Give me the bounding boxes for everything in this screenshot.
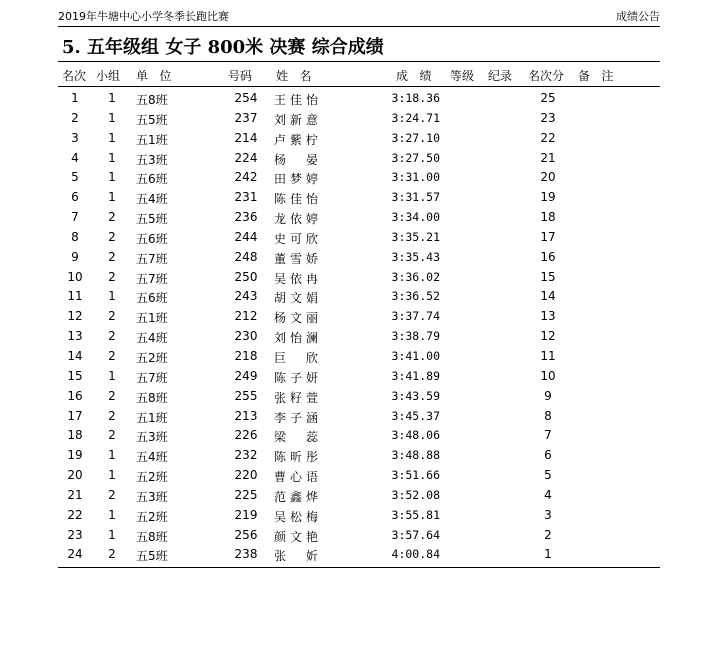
group-cell: 2 — [108, 269, 116, 284]
bib-number-cell: 213 — [234, 408, 258, 423]
rank-points-cell: 4 — [544, 487, 552, 502]
rank-cell: 18 — [67, 428, 83, 443]
table-row — [58, 129, 660, 149]
bib-number-cell: 250 — [234, 269, 258, 284]
rank-points-cell: 13 — [540, 309, 556, 324]
group-cell: 2 — [108, 428, 116, 443]
athlete-name-cell: 曹心语 — [274, 470, 318, 485]
bib-number-cell: 237 — [234, 110, 258, 125]
rank-points-cell: 1 — [544, 547, 552, 562]
table-row — [58, 466, 660, 486]
table-row — [58, 149, 660, 169]
group-cell: 2 — [108, 388, 116, 403]
bib-number-cell: 249 — [234, 368, 258, 383]
result-time-cell: 3:35.21 — [391, 229, 440, 244]
rank-cell: 3 — [71, 130, 79, 145]
rank-cell: 9 — [71, 249, 79, 264]
document-type: 成绩公告 — [616, 10, 660, 23]
bib-number-cell: 224 — [234, 150, 258, 165]
table-row — [58, 268, 660, 288]
unit-cell: 五6班 — [136, 172, 168, 187]
bib-number-cell: 225 — [234, 487, 258, 502]
group-cell: 1 — [108, 150, 116, 165]
unit-cell: 五7班 — [136, 251, 168, 266]
table-row — [58, 387, 660, 407]
table-row — [58, 307, 660, 327]
group-cell: 1 — [108, 289, 116, 304]
unit-cell: 五1班 — [136, 311, 168, 326]
group-cell: 2 — [108, 229, 116, 244]
rank-cell: 14 — [67, 348, 83, 363]
athlete-name-cell: 胡文娟 — [274, 291, 318, 306]
unit-cell: 五3班 — [136, 430, 168, 445]
athlete-name-cell: 范鑫烨 — [274, 489, 318, 504]
athlete-name-cell: 吴松梅 — [274, 509, 318, 524]
competition-name: 2019年牛塘中心小学冬季长跑比赛 — [58, 10, 229, 23]
rank-cell: 21 — [67, 487, 83, 502]
result-time-cell: 3:36.52 — [391, 289, 440, 304]
unit-cell: 五8班 — [136, 93, 168, 107]
table-row — [58, 248, 660, 268]
group-cell: 2 — [108, 210, 116, 225]
document-header-bar — [58, 8, 660, 24]
athlete-name-cell: 杨 晏 — [274, 152, 318, 167]
athlete-name-cell: 梁 蕊 — [274, 430, 318, 445]
result-time-cell: 3:48.88 — [391, 448, 440, 463]
title-divider — [58, 61, 660, 62]
col-number-header: 号码 — [228, 69, 253, 83]
result-time-cell: 3:48.06 — [391, 428, 440, 443]
rank-points-cell: 20 — [540, 170, 556, 185]
unit-cell: 五5班 — [136, 212, 168, 227]
event-title: 5. 五年级组 女子 800米 决赛 综合成绩 — [62, 37, 384, 58]
rank-points-cell: 12 — [540, 329, 556, 344]
group-cell: 1 — [108, 507, 116, 522]
rank-points-cell: 14 — [540, 289, 556, 304]
bib-number-cell: 242 — [234, 170, 258, 185]
bib-number-cell: 243 — [234, 289, 258, 304]
athlete-name-cell: 李子涵 — [274, 410, 318, 425]
group-cell: 2 — [108, 309, 116, 324]
col-note-header: 备 注 — [578, 69, 614, 83]
athlete-name-cell: 吴依冉 — [274, 271, 318, 286]
rank-cell: 20 — [67, 468, 83, 483]
group-cell: 1 — [108, 190, 116, 205]
unit-cell: 五5班 — [136, 549, 168, 564]
rank-cell: 2 — [71, 110, 79, 125]
bib-number-cell: 220 — [234, 468, 258, 483]
table-row — [58, 526, 660, 546]
unit-cell: 五4班 — [136, 192, 168, 207]
header-divider — [58, 26, 660, 27]
rank-points-cell: 8 — [544, 408, 552, 423]
athlete-name-cell: 董雪娇 — [274, 251, 318, 266]
result-time-cell: 3:35.43 — [391, 249, 440, 264]
bib-number-cell: 255 — [234, 388, 258, 403]
athlete-name-cell: 张 妡 — [274, 549, 318, 564]
bib-number-cell: 219 — [234, 507, 258, 522]
result-time-cell: 3:31.00 — [391, 170, 440, 185]
rank-points-cell: 19 — [540, 190, 556, 205]
rank-cell: 17 — [67, 408, 83, 423]
table-row — [58, 347, 660, 367]
result-time-cell: 3:52.08 — [391, 487, 440, 502]
athlete-name-cell: 巨 欣 — [274, 350, 318, 365]
col-rank-header: 名次 — [62, 69, 87, 83]
result-time-cell: 3:41.89 — [391, 368, 440, 383]
result-time-cell: 3:37.74 — [391, 309, 440, 324]
athlete-name-cell: 杨文丽 — [274, 311, 318, 326]
result-time-cell: 3:43.59 — [391, 388, 440, 403]
unit-cell: 五8班 — [136, 529, 168, 544]
rank-cell: 5 — [71, 170, 79, 185]
col-grade-header: 等级 — [450, 69, 475, 83]
result-time-cell: 3:18.36 — [391, 91, 440, 105]
col-record-header: 纪录 — [488, 69, 513, 83]
table-row — [58, 89, 660, 109]
result-time-cell: 3:45.37 — [391, 408, 440, 423]
unit-cell: 五8班 — [136, 390, 168, 405]
table-header — [58, 64, 660, 84]
rank-points-cell: 23 — [540, 110, 556, 125]
rank-cell: 4 — [71, 150, 79, 165]
unit-cell: 五5班 — [136, 112, 168, 127]
result-time-cell: 3:24.71 — [391, 110, 440, 125]
rank-cell: 10 — [67, 269, 83, 284]
group-cell: 1 — [108, 468, 116, 483]
rank-points-cell: 21 — [540, 150, 556, 165]
bib-number-cell: 248 — [234, 249, 258, 264]
col-group-header: 小组 — [96, 69, 121, 83]
rank-cell: 15 — [67, 368, 83, 383]
athlete-name-cell: 陈昕彤 — [274, 450, 318, 465]
bib-number-cell: 238 — [234, 547, 258, 562]
athlete-name-cell: 龙依婷 — [274, 212, 318, 227]
table-row — [58, 486, 660, 506]
table-row — [58, 109, 660, 129]
unit-cell: 五2班 — [136, 470, 168, 485]
rank-points-cell: 22 — [540, 130, 556, 145]
rank-points-cell: 18 — [540, 210, 556, 225]
athlete-name-cell: 田梦婷 — [274, 172, 318, 187]
rank-cell: 22 — [67, 507, 83, 522]
group-cell: 1 — [108, 368, 116, 383]
athlete-name-cell: 刘怡澜 — [274, 331, 318, 346]
col-result-header: 成 绩 — [396, 69, 432, 83]
result-time-cell: 4:00.84 — [391, 547, 440, 562]
athlete-name-cell: 王佳怡 — [274, 93, 318, 107]
unit-cell: 五7班 — [136, 271, 168, 286]
rank-cell: 8 — [71, 229, 79, 244]
athlete-name-cell: 陈佳怡 — [274, 192, 318, 207]
result-time-cell: 3:27.50 — [391, 150, 440, 165]
rank-cell: 23 — [67, 527, 83, 542]
unit-cell: 五3班 — [136, 152, 168, 167]
rank-cell: 19 — [67, 448, 83, 463]
athlete-name-cell: 刘新意 — [274, 112, 318, 127]
bib-number-cell: 231 — [234, 190, 258, 205]
unit-cell: 五4班 — [136, 331, 168, 346]
group-cell: 1 — [108, 91, 116, 105]
rank-points-cell: 17 — [540, 229, 556, 244]
group-cell: 2 — [108, 408, 116, 423]
table-row — [58, 188, 660, 208]
rank-points-cell: 5 — [544, 468, 552, 483]
rank-cell: 7 — [71, 210, 79, 225]
bib-number-cell: 244 — [234, 229, 258, 244]
bib-number-cell: 230 — [234, 329, 258, 344]
results-table-body — [58, 89, 660, 565]
table-row — [58, 446, 660, 466]
bib-number-cell: 232 — [234, 448, 258, 463]
table-row — [58, 506, 660, 526]
bib-number-cell: 256 — [234, 527, 258, 542]
col-name-header: 姓 名 — [276, 69, 312, 83]
table-row — [58, 545, 660, 565]
rank-points-cell: 2 — [544, 527, 552, 542]
result-time-cell: 3:51.66 — [391, 468, 440, 483]
table-row — [58, 168, 660, 188]
rank-points-cell: 7 — [544, 428, 552, 443]
rank-cell: 11 — [67, 289, 83, 304]
rank-points-cell: 16 — [540, 249, 556, 264]
result-time-cell: 3:55.81 — [391, 507, 440, 522]
result-time-cell: 3:36.02 — [391, 269, 440, 284]
bib-number-cell: 226 — [234, 428, 258, 443]
rank-points-cell: 25 — [540, 91, 556, 105]
rank-points-cell: 10 — [540, 368, 556, 383]
unit-cell: 五3班 — [136, 489, 168, 504]
rank-points-cell: 6 — [544, 448, 552, 463]
result-time-cell: 3:57.64 — [391, 527, 440, 542]
bib-number-cell: 212 — [234, 309, 258, 324]
unit-cell: 五6班 — [136, 231, 168, 246]
rank-points-cell: 15 — [540, 269, 556, 284]
group-cell: 2 — [108, 329, 116, 344]
bib-number-cell: 214 — [234, 130, 258, 145]
group-cell: 1 — [108, 110, 116, 125]
unit-cell: 五2班 — [136, 509, 168, 524]
athlete-name-cell: 史可欣 — [274, 231, 318, 246]
result-time-cell: 3:31.57 — [391, 190, 440, 205]
col-unit-header: 单 位 — [136, 69, 172, 83]
athlete-name-cell: 卢紫柠 — [274, 132, 318, 147]
group-cell: 2 — [108, 348, 116, 363]
group-cell: 2 — [108, 487, 116, 502]
group-cell: 2 — [108, 547, 116, 562]
unit-cell: 五1班 — [136, 410, 168, 425]
rank-points-cell: 11 — [540, 348, 556, 363]
header-underline — [58, 86, 660, 87]
rank-cell: 6 — [71, 190, 79, 205]
table-row — [58, 327, 660, 347]
athlete-name-cell: 颜文艳 — [274, 529, 318, 544]
group-cell: 1 — [108, 448, 116, 463]
table-row — [58, 287, 660, 307]
table-row — [58, 426, 660, 446]
group-cell: 1 — [108, 170, 116, 185]
group-cell: 2 — [108, 249, 116, 264]
unit-cell: 五1班 — [136, 132, 168, 147]
bib-number-cell: 236 — [234, 210, 258, 225]
rank-points-cell: 9 — [544, 388, 552, 403]
result-time-cell: 3:27.10 — [391, 130, 440, 145]
group-cell: 1 — [108, 130, 116, 145]
athlete-name-cell: 张籽萱 — [274, 390, 318, 405]
table-bottom-rule — [58, 567, 660, 568]
col-points-header: 名次分 — [528, 69, 565, 83]
rank-cell: 16 — [67, 388, 83, 403]
table-row — [58, 228, 660, 248]
athlete-name-cell: 陈子妍 — [274, 370, 318, 385]
table-row — [58, 208, 660, 228]
bib-number-cell: 254 — [234, 91, 258, 105]
unit-cell: 五4班 — [136, 450, 168, 465]
unit-cell: 五2班 — [136, 350, 168, 365]
result-time-cell: 3:34.00 — [391, 210, 440, 225]
table-row — [58, 367, 660, 387]
result-time-cell: 3:41.00 — [391, 348, 440, 363]
table-row — [58, 407, 660, 427]
group-cell: 1 — [108, 527, 116, 542]
rank-cell: 13 — [67, 329, 83, 344]
rank-points-cell: 3 — [544, 507, 552, 522]
rank-cell: 24 — [67, 547, 83, 562]
rank-cell: 1 — [71, 91, 79, 105]
unit-cell: 五6班 — [136, 291, 168, 306]
bib-number-cell: 218 — [234, 348, 258, 363]
rank-cell: 12 — [67, 309, 83, 324]
unit-cell: 五7班 — [136, 370, 168, 385]
result-time-cell: 3:38.79 — [391, 329, 440, 344]
